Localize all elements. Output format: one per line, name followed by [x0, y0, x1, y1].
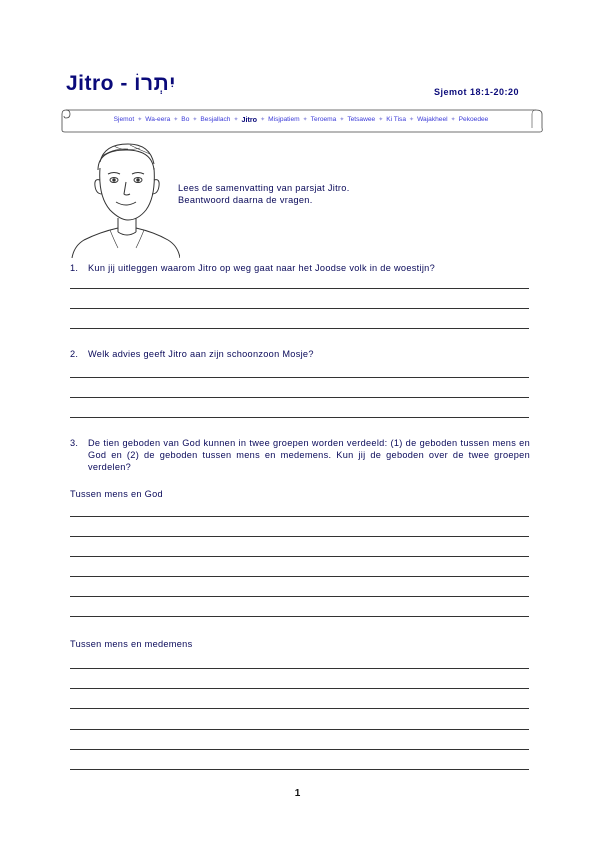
nav-separator-icon: ✦	[302, 117, 308, 123]
answer-line[interactable]	[70, 616, 529, 617]
nav-separator-icon: ✦	[339, 117, 345, 123]
intro-line-1: Lees de samenvatting van parsjat Jitro.	[178, 183, 350, 193]
answer-line[interactable]	[70, 397, 529, 398]
question-text: Welk advies geeft Jitro aan zijn schoonzoon Mosje?	[88, 349, 314, 359]
answer-line[interactable]	[70, 516, 529, 517]
page-number: 1	[294, 788, 301, 799]
boy-portrait-illustration	[70, 140, 180, 258]
answer-line[interactable]	[70, 596, 529, 597]
answer-line[interactable]	[70, 708, 529, 709]
nav-separator-icon: ✦	[409, 117, 415, 123]
answer-line[interactable]	[70, 668, 529, 669]
parasha-reference: Sjemot 18:1-20:20	[433, 87, 519, 97]
answer-line[interactable]	[70, 536, 529, 537]
question-2	[70, 348, 530, 360]
question-3	[70, 437, 530, 473]
question-text: Kun jij uitleggen waarom Jitro op weg gaat naar het Joodse volk in de woestijn?	[88, 263, 435, 273]
nav-item[interactable]: Jitro	[241, 115, 258, 124]
nav-item[interactable]: Wa-eera	[145, 116, 171, 123]
question-1	[70, 262, 530, 274]
question-number: 1.	[70, 263, 79, 273]
answer-line[interactable]	[70, 556, 529, 557]
answer-line[interactable]	[70, 328, 529, 329]
nav-separator-icon: ✦	[233, 117, 239, 123]
answer-line[interactable]	[70, 308, 529, 309]
nav-item[interactable]: Pekoedee	[458, 116, 489, 123]
question-text: De tien geboden van God kunnen in twee groepen worden verdeeld: (1) de geboden tussen mens en God en (2) de geboden tussen mens en medemens. Kun jij de geboden over de twee groepen verdelen?	[88, 438, 530, 472]
intro-line-2: Beantwoord daarna de vragen.	[178, 195, 313, 205]
question-number: 3.	[70, 438, 79, 448]
nav-separator-icon: ✦	[260, 117, 266, 123]
answer-line[interactable]	[70, 377, 529, 378]
nav-separator-icon: ✦	[173, 117, 179, 123]
nav-item[interactable]: Teroema	[310, 116, 337, 123]
answer-line[interactable]	[70, 688, 529, 689]
nav-separator-icon: ✦	[378, 117, 384, 123]
nav-item[interactable]: Tetsawee	[347, 116, 376, 123]
nav-item[interactable]: Misjpatiem	[268, 116, 300, 123]
nav-separator-icon: ✦	[450, 117, 456, 123]
intro-text	[178, 182, 350, 206]
subsection-god: Tussen mens en God	[70, 489, 163, 499]
nav-separator-icon: ✦	[137, 117, 143, 123]
answer-line[interactable]	[70, 288, 529, 289]
answer-line[interactable]	[70, 749, 529, 750]
subsection-medemens: Tussen mens en medemens	[70, 639, 193, 649]
nav-item[interactable]: Sjemot	[113, 116, 135, 123]
parasha-navigation	[70, 115, 532, 124]
nav-separator-icon: ✦	[192, 117, 198, 123]
question-number: 2.	[70, 349, 79, 359]
nav-item[interactable]: Wajakheel	[417, 116, 448, 123]
answer-line[interactable]	[70, 769, 529, 770]
page-title: Jitro - יִתְרוֹ	[66, 72, 177, 95]
nav-item[interactable]: Besjallach	[200, 116, 231, 123]
answer-line[interactable]	[70, 729, 529, 730]
nav-item[interactable]: Ki Tisa	[386, 116, 407, 123]
answer-line[interactable]	[70, 417, 529, 418]
nav-item[interactable]: Bo	[181, 116, 190, 123]
answer-line[interactable]	[70, 576, 529, 577]
